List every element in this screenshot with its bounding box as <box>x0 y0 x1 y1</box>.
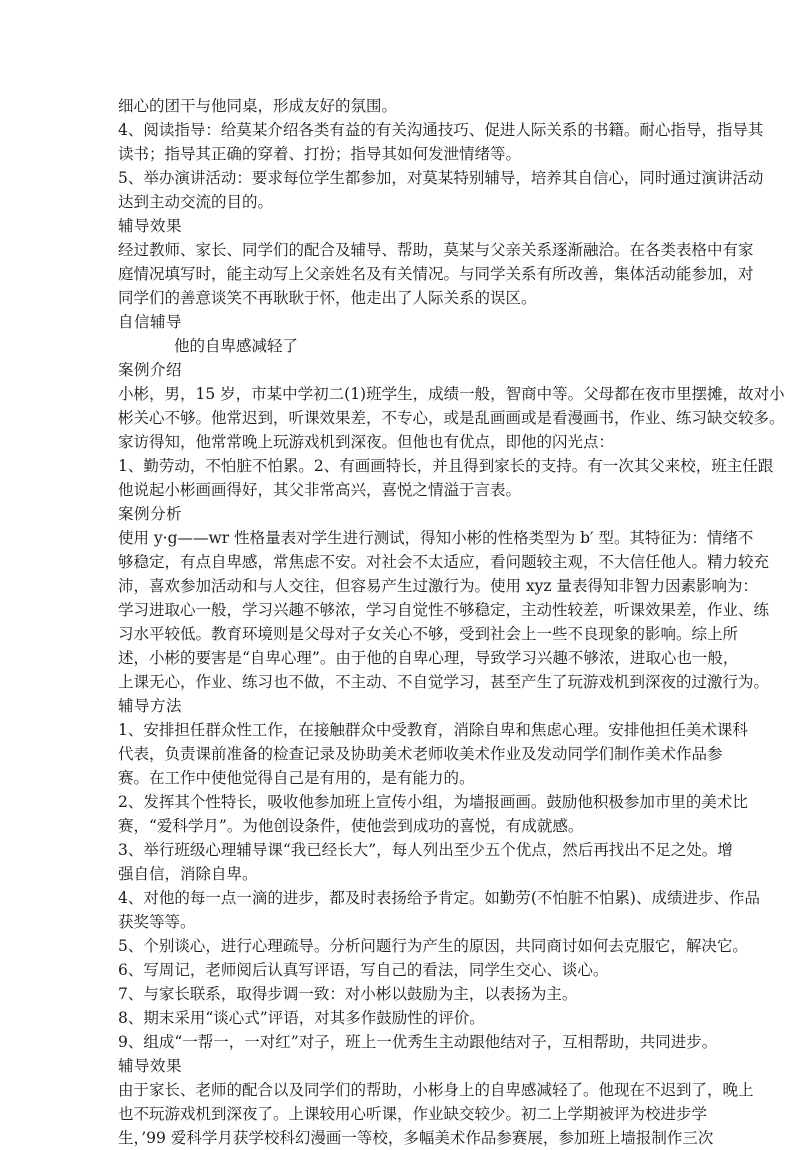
text-line: 述，小彬的要害是“自卑心理”。由于他的自卑心理，导致学习兴趣不够浓，进取心也一般， <box>118 649 739 667</box>
text-line: 小彬，男，15 岁，市某中学初二(1)班学生，成绩一般，智商中等。父母都在夜市里摆摊，故对小 <box>118 385 785 403</box>
document-body <box>118 94 785 1150</box>
text-line: 同学们的善意谈笑不再耿耿于怀，他走出了人际关系的误区。 <box>118 289 537 307</box>
section-heading: 辅导效果 <box>118 1057 183 1075</box>
text-line: 家访得知，他常常晚上玩游戏机到深夜。但他也有优点，即他的闪光点： <box>118 433 615 451</box>
text-line: 达到主动交流的目的。 <box>118 193 274 211</box>
text-line: 也不玩游戏机到深夜了。上课较用心听课，作业缺交较少。初二上学期被评为校进步学 <box>118 1105 708 1123</box>
text-line: 习水平较低。教育环境则是父母对子女关心不够，受到社会上一些不良现象的影响。综上所 <box>118 625 739 643</box>
text-line: 1、勤劳动，不怕脏不怕累。2、有画画特长，并且得到家长的支持。有一次其父来校，班主任跟 <box>118 457 774 475</box>
text-line: 4、对他的每一点一滴的进步，都及时表扬给予肯定。如勤劳(不怕脏不怕累)、成绩进步、作品 <box>118 889 760 907</box>
text-line: 5、举办演讲活动：要求每位学生都参加，对莫某特别辅导，培养其自信心，同时通过演讲活动 <box>118 169 764 187</box>
text-line: 由于家长、老师的配合以及同学们的帮助，小彬身上的自卑感减轻了。他现在不迟到了，晚上 <box>118 1081 754 1099</box>
section-heading: 案例分析 <box>118 505 183 523</box>
text-line: 9、组成“一帮一，一对红”对子，班上一优秀生主动跟他结对子，互相帮助，共同进步。 <box>118 1033 718 1051</box>
text-line: 强自信，消除自卑。 <box>118 865 258 883</box>
text-line: 1、安排担任群众性工作，在接触群众中受教育，消除自卑和焦虑心理。安排他担任美术课科 <box>118 721 748 739</box>
section-heading: 辅导方法 <box>118 697 183 715</box>
text-line: 上课无心，作业、练习也不做，不主动、不自觉学习，甚至产生了玩游戏机到深夜的过激行为。 <box>118 673 770 691</box>
text-line: 经过教师、家长、同学们的配合及辅导、帮助，莫某与父亲关系逐渐融洽。在各类表格中有家 <box>118 241 754 259</box>
text-line: 赛。在工作中使他觉得自己是有用的，是有能力的。 <box>118 769 475 787</box>
text-line: 他说起小彬画画得好，其父非常高兴，喜悦之情溢于言表。 <box>118 481 522 499</box>
text-line: 生，’99 爱科学月获学校科幻漫画一等校，多幅美术作品参赛展，参加班上墙报制作三次 <box>118 1129 714 1147</box>
text-line: 5、个别谈心，进行心理疏导。分析问题行为产生的原因，共同商讨如何去克服它，解决它。 <box>118 937 748 955</box>
text-line: 够稳定，有点自卑感，常焦虑不安。对社会不太适应，看问题较主观，不大信任他人。精力较充 <box>118 553 770 571</box>
section-heading: 案例介绍 <box>118 361 183 379</box>
text-line: 使用 y·g——wr 性格量表对学生进行测试，得知小彬的性格类型为 b′ 型。其特征为：情绪不 <box>118 529 754 547</box>
text-line: 学习进取心一般，学习兴趣不够浓，学习自觉性不够稳定，主动性较差，听课效果差，作业、练 <box>118 601 770 619</box>
section-heading: 自信辅导 <box>118 313 183 331</box>
case-title: 他的自卑感减轻了 <box>174 337 299 355</box>
text-line: 代表，负责课前准备的检查记录及协助美术老师收美术作业及发动同学们制作美术作品参 <box>118 745 723 763</box>
text-line: 读书；指导其正确的穿着、打扮；指导其如何发泄情绪等。 <box>118 145 522 163</box>
text-line: 沛，喜欢参加活动和与人交往，但容易产生过激行为。使用 xyz 量表得知非智力因素影响为： <box>118 577 759 595</box>
text-line: 8、期末采用“谈心式”评语，对其多作鼓励性的评价。 <box>118 1009 485 1027</box>
text-line: 4、阅读指导：给莫某介绍各类有益的有关沟通技巧、促进人际关系的书籍。耐心指导，指导其 <box>118 121 764 139</box>
text-line: 彬关心不够。他常迟到，听课效果差，不专心，或是乱画画或是看漫画书，作业、练习缺交较多。 <box>118 409 785 427</box>
text-line: 细心的团干与他同桌，形成友好的氛围。 <box>118 97 398 115</box>
text-line: 庭情况填写时，能主动写上父亲姓名及有关情况。与同学关系有所改善，集体活动能参加，对 <box>118 265 754 283</box>
text-line: 获奖等等。 <box>118 913 196 931</box>
text-line: 7、与家长联系，取得步调一致：对小彬以鼓励为主，以表扬为主。 <box>118 985 578 1003</box>
text-line: 赛，“爱科学月”。为他创设条件，使他尝到成功的喜悦，有成就感。 <box>118 817 584 835</box>
text-line: 2、发挥其个性特长，吸收他参加班上宣传小组，为墙报画画。鼓励他积极参加市里的美术比 <box>118 793 748 811</box>
section-heading: 辅导效果 <box>118 217 183 235</box>
text-line: 3、举行班级心理辅导课“我已经长大”，每人列出至少五个优点，然后再找出不足之处。增 <box>118 841 733 859</box>
text-line: 6、写周记，老师阅后认真写评语，写自己的看法，同学生交心、谈心。 <box>118 961 609 979</box>
